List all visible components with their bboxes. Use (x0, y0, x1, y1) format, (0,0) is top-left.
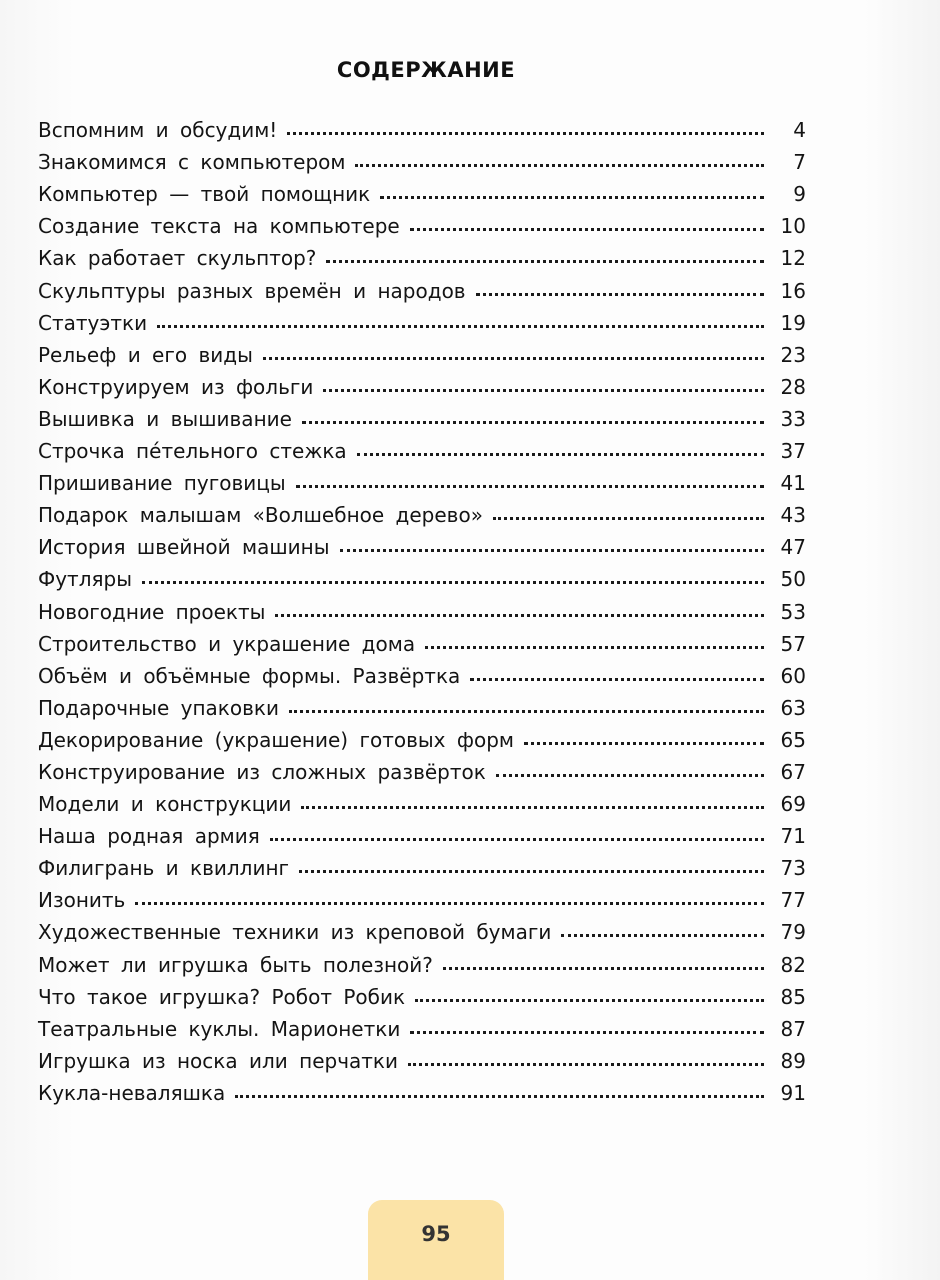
toc-entry-title: Строительство и украшение дома (38, 631, 416, 656)
dot-leader (263, 357, 764, 360)
toc-entry (38, 142, 806, 174)
toc-entry (38, 977, 806, 1009)
toc-entry-page: 65 (780, 727, 806, 752)
toc-entry-title: Подарочные упаковки (38, 695, 279, 720)
dot-leader (326, 260, 764, 263)
toc-entry-page: 53 (780, 599, 806, 624)
dot-leader (476, 293, 764, 296)
dot-leader (323, 389, 764, 392)
toc-entry (38, 784, 806, 816)
toc-entry-page: 60 (780, 663, 806, 688)
toc-entry-title: История швейной машины (38, 535, 330, 560)
dot-leader (415, 999, 764, 1002)
dot-leader (142, 581, 764, 584)
toc-entry (38, 1041, 806, 1073)
toc-entry-title: Статуэтки (38, 310, 148, 335)
dot-leader (157, 325, 764, 328)
toc-entry-page: 85 (780, 984, 806, 1009)
toc-entry-title: Филигрань и квиллинг (38, 856, 290, 881)
toc-entry-page: 33 (780, 406, 806, 431)
toc-entry-title: Знакомимся с компьютером (38, 150, 346, 175)
toc-entry-title: Создание текста на компьютере (38, 214, 400, 239)
toc-entry-page: 87 (780, 1016, 806, 1041)
toc-entry (38, 335, 806, 367)
toc-entry (38, 559, 806, 591)
toc-entry-page: 71 (780, 824, 806, 849)
dot-leader (380, 196, 764, 199)
toc-entry (38, 431, 806, 463)
toc-entry (38, 495, 806, 527)
dot-leader (443, 967, 764, 970)
dot-leader (340, 549, 765, 552)
dot-leader (493, 517, 764, 520)
toc-entry-title: Наша родная армия (38, 824, 260, 849)
toc-entry-title: Что такое игрушка? Робот Робик (38, 984, 406, 1009)
toc-entry-title: Вспомним и обсудим! (38, 118, 278, 143)
dot-leader (357, 453, 764, 456)
contents-heading: СОДЕРЖАНИЕ (336, 58, 516, 82)
toc-entry-title: Художественные техники из креповой бумаги (38, 920, 552, 945)
dot-leader (524, 742, 764, 745)
toc-entry-title: Строчка пéтельного стежка (38, 439, 347, 464)
toc-entry-page: 43 (780, 503, 806, 528)
toc-entry (38, 527, 806, 559)
toc-entry (38, 206, 806, 238)
toc-entry-page: 37 (780, 439, 806, 464)
toc-entry-title: Конструирование из сложных развёрток (38, 759, 486, 784)
dot-leader (270, 838, 764, 841)
page-number-tab (368, 1200, 504, 1280)
toc-entry-title: Театральные куклы. Марионетки (38, 1016, 401, 1041)
toc-entry-page: 79 (780, 920, 806, 945)
toc-entry-title: Конструируем из фольги (38, 374, 314, 399)
dot-leader (299, 870, 764, 873)
toc-entry (38, 944, 806, 976)
dot-leader (355, 164, 764, 167)
toc-entry-page: 10 (780, 214, 806, 239)
toc-entry-title: Модели и конструкции (38, 792, 292, 817)
dot-leader (410, 1031, 764, 1034)
dot-leader (289, 710, 764, 713)
dot-leader (408, 1063, 764, 1066)
toc-entry-page: 63 (780, 695, 806, 720)
toc-entry-title: Подарок малышам «Волшебное дерево» (38, 503, 483, 528)
toc-entry (38, 174, 806, 206)
dot-leader (287, 132, 764, 135)
toc-entry-page: 23 (780, 342, 806, 367)
dot-leader (235, 1095, 764, 1098)
toc-entry-page: 50 (780, 567, 806, 592)
toc-entry-title: Декорирование (украшение) готовых форм (38, 727, 514, 752)
toc-entry-page: 77 (780, 888, 806, 913)
toc-entry (38, 880, 806, 912)
toc-entry-title: Кукла-неваляшка (38, 1080, 226, 1105)
toc-entry-title: Изонить (38, 888, 126, 913)
dot-leader (275, 614, 764, 617)
toc-entry-page: 41 (780, 471, 806, 496)
toc-entry-page: 12 (780, 246, 806, 271)
dot-leader (470, 678, 764, 681)
toc-entry-page: 73 (780, 856, 806, 881)
toc-entry (38, 912, 806, 944)
toc-entry (38, 270, 806, 302)
dot-leader (496, 774, 764, 777)
toc-entry (38, 816, 806, 848)
toc-entry (38, 303, 806, 335)
toc-entry-title: Пришивание пуговицы (38, 471, 286, 496)
toc-entry (38, 591, 806, 623)
dot-leader (296, 485, 764, 488)
toc-entry-page: 9 (793, 182, 806, 207)
toc-entry-page: 7 (793, 150, 806, 175)
toc-entry-page: 69 (780, 792, 806, 817)
toc-entry-page: 19 (780, 310, 806, 335)
toc-entry (38, 399, 806, 431)
toc-entry-title: Футляры (38, 567, 133, 592)
dot-leader (301, 806, 764, 809)
toc-entry (38, 752, 806, 784)
toc-entry (38, 624, 806, 656)
toc-entry (38, 1073, 806, 1105)
table-of-contents (38, 110, 806, 1105)
toc-entry-title: Рельеф и его виды (38, 342, 253, 367)
toc-entry (38, 463, 806, 495)
dot-leader (302, 421, 764, 424)
dot-leader (410, 228, 764, 231)
toc-entry (38, 238, 806, 270)
toc-entry-title: Компьютер — твой помощник (38, 182, 371, 207)
toc-entry-title: Вышивка и вышивание (38, 406, 292, 431)
toc-entry-page: 28 (780, 374, 806, 399)
toc-entry-title: Скульптуры разных времён и народов (38, 278, 466, 303)
dot-leader (561, 934, 764, 937)
toc-entry-page: 89 (780, 1048, 806, 1073)
toc-entry-page: 91 (780, 1080, 806, 1105)
toc-entry (38, 848, 806, 880)
toc-entry (38, 720, 806, 752)
toc-entry (38, 367, 806, 399)
toc-entry-page: 57 (780, 631, 806, 656)
toc-entry-title: Может ли игрушка быть полезной? (38, 952, 433, 977)
toc-entry (38, 688, 806, 720)
page-number: 95 (421, 1222, 451, 1246)
toc-entry (38, 656, 806, 688)
toc-entry-page: 82 (780, 952, 806, 977)
toc-entry-title: Игрушка из носка или перчатки (38, 1048, 398, 1073)
toc-entry-title: Как работает скульптор? (38, 246, 317, 271)
toc-entry-title: Объём и объёмные формы. Развёртка (38, 663, 461, 688)
toc-entry-page: 47 (780, 535, 806, 560)
toc-entry-title: Новогодние проекты (38, 599, 266, 624)
toc-entry (38, 1009, 806, 1041)
dot-leader (425, 646, 764, 649)
toc-entry-page: 16 (780, 278, 806, 303)
toc-entry-page: 67 (780, 759, 806, 784)
dot-leader (135, 902, 764, 905)
toc-entry-page: 4 (793, 118, 806, 143)
toc-entry (38, 110, 806, 142)
